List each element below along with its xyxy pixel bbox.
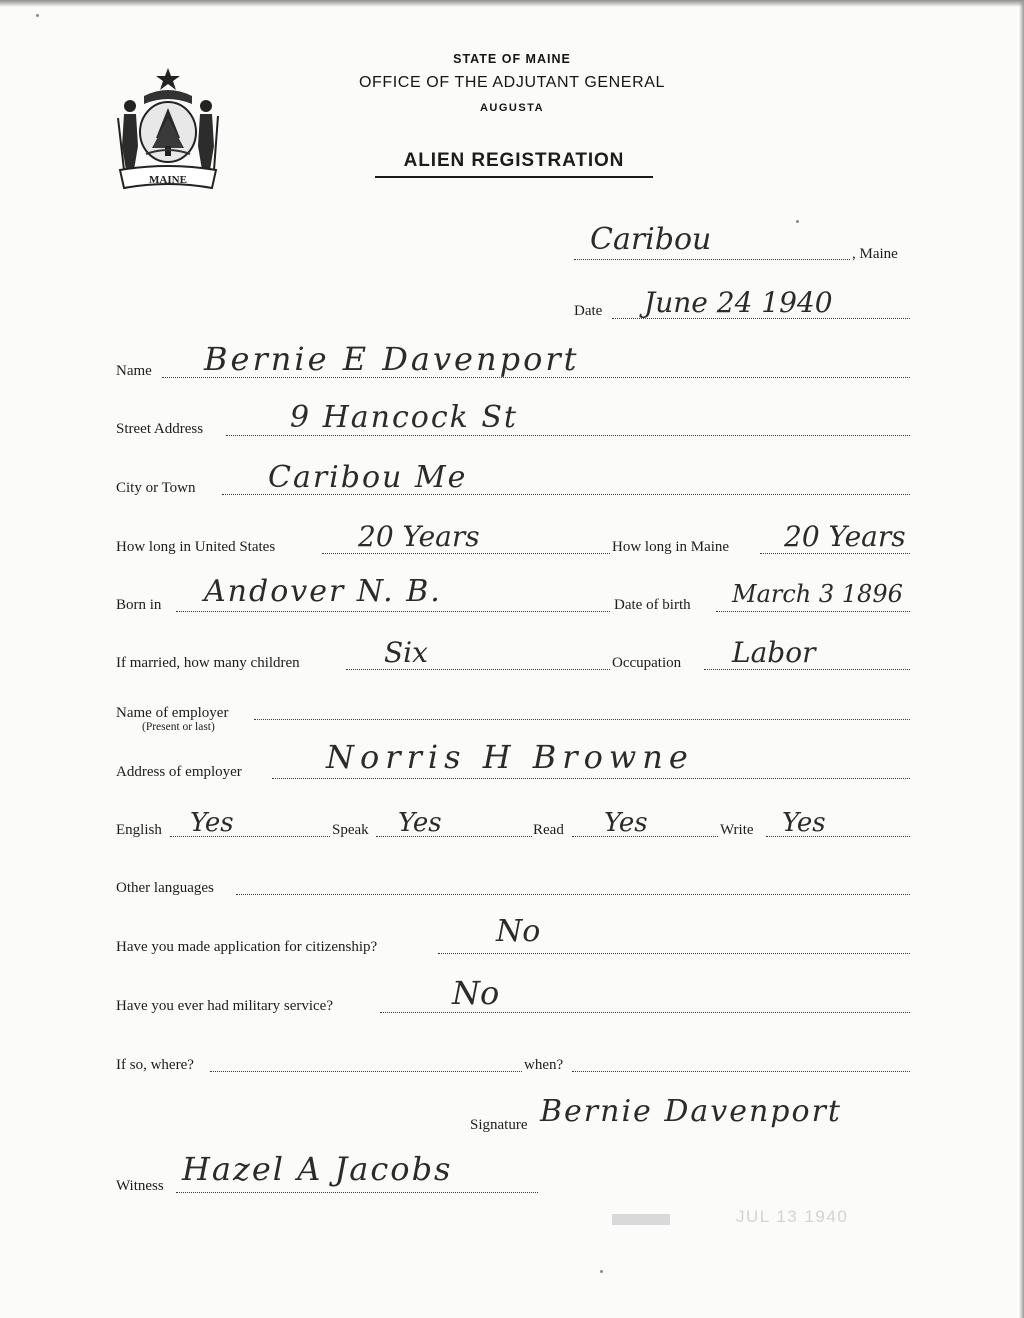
signature-value: Bernie Davenport <box>540 1094 842 1129</box>
military-value: No <box>452 974 500 1012</box>
born-in-label: Born in <box>116 597 162 613</box>
employer-address-label: Address of employer <box>116 764 242 780</box>
where-line <box>210 1071 522 1072</box>
place-value: Caribou <box>590 222 712 257</box>
date-of-birth-line <box>716 611 910 612</box>
if-so-where-label: If so, where? <box>116 1057 194 1073</box>
how-long-maine-label: How long in Maine <box>612 539 730 555</box>
form-title: ALIEN REGISTRATION <box>375 150 653 178</box>
employer-address-value: Norris H Browne <box>326 738 694 776</box>
citizenship-label: Have you made application for citizenship? <box>116 939 378 955</box>
scan-edge-right <box>1019 0 1024 1318</box>
speak-label: Speak <box>332 822 369 838</box>
city-label: City or Town <box>116 480 196 496</box>
date-of-birth-value: March 3 1896 <box>732 580 903 608</box>
children-label: If married, how many children <box>116 655 300 671</box>
employer-label: Name of employer <box>116 705 229 721</box>
read-label: Read <box>533 822 564 838</box>
military-label: Have you ever had military service? <box>116 998 333 1014</box>
name-label: Name <box>116 363 152 379</box>
how-long-us-line <box>322 553 610 554</box>
employer-line <box>254 719 910 720</box>
signature-label: Signature <box>470 1117 528 1133</box>
office-heading: OFFICE OF THE ADJUTANT GENERAL <box>358 74 666 91</box>
stamp-smudge <box>612 1214 670 1225</box>
military-line <box>380 1012 910 1013</box>
occupation-label: Occupation <box>612 655 682 671</box>
scan-speck <box>600 1270 603 1273</box>
city-heading: AUGUSTA <box>479 102 545 114</box>
how-long-us-value: 20 Years <box>358 520 480 553</box>
employer-note: (Present or last) <box>142 721 215 733</box>
scan-speck <box>36 14 39 17</box>
when-line <box>572 1071 910 1072</box>
when-label: when? <box>524 1057 564 1073</box>
speak-value: Yes <box>398 808 442 838</box>
how-long-maine-line <box>760 553 910 554</box>
seal-text: MAINE <box>149 174 187 186</box>
read-value: Yes <box>604 808 648 838</box>
how-long-us-label: How long in United States <box>116 539 276 555</box>
date-of-birth-label: Date of birth <box>614 597 691 613</box>
scan-edge-top <box>0 0 1024 7</box>
how-long-maine-value: 20 Years <box>784 520 906 553</box>
street-value: 9 Hancock St <box>290 400 518 435</box>
occupation-line <box>704 669 910 670</box>
scan-speck <box>796 220 799 223</box>
other-languages-label: Other languages <box>116 880 214 896</box>
received-stamp: JUL 13 1940 <box>736 1207 849 1226</box>
english-value: Yes <box>190 808 234 838</box>
write-label: Write <box>720 822 754 838</box>
witness-value: Hazel A Jacobs <box>182 1150 453 1188</box>
employer-address-line <box>272 778 910 779</box>
place-line <box>574 259 850 260</box>
born-in-line <box>176 611 610 612</box>
street-line <box>226 435 910 436</box>
citizenship-value: No <box>496 914 541 949</box>
date-label: Date <box>574 303 603 319</box>
date-value: June 24 1940 <box>644 286 833 319</box>
other-languages-line <box>236 894 910 895</box>
witness-label: Witness <box>116 1178 164 1194</box>
occupation-value: Labor <box>732 636 816 669</box>
children-line <box>346 669 610 670</box>
state-heading: STATE OF MAINE <box>453 52 571 66</box>
born-in-value: Andover N. B. <box>204 574 442 609</box>
place-suffix: , Maine <box>852 246 898 262</box>
write-value: Yes <box>782 808 826 838</box>
citizenship-line <box>438 953 910 954</box>
street-label: Street Address <box>116 421 204 437</box>
english-label: English <box>116 822 162 838</box>
city-value: Caribou Me <box>268 460 468 495</box>
witness-line <box>176 1192 538 1193</box>
name-value: Bernie E Davenport <box>204 340 580 378</box>
children-value: Six <box>384 636 428 669</box>
